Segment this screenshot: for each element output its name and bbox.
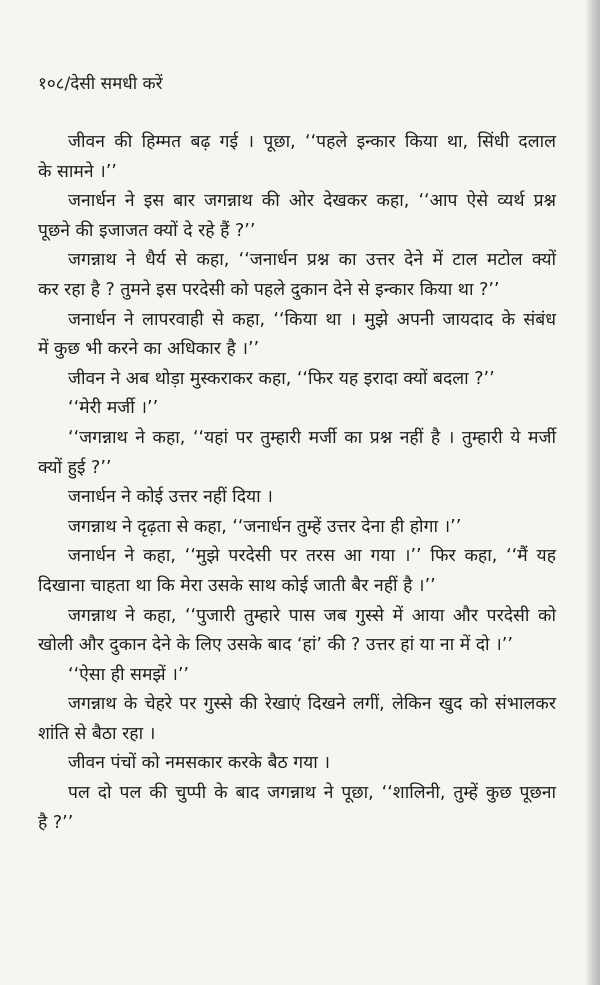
- paragraph: [38, 483, 556, 513]
- text-line: पूछने की इजाजत क्यों दे रहे हैं ?’’: [38, 220, 256, 241]
- text-line: जीवन ने अब थोड़ा मुस्कराकर कहा, ‘‘फिर यह इरादा क्यों बदला ?’’: [68, 368, 495, 389]
- text-line: ‘‘जगन्नाथ ने कहा, ‘‘यहां पर तुम्हारी मर्जी का प्रश्न नहीं है । तुम्हारी ये मर्जी: [68, 427, 556, 448]
- book-title: देसी समधी करें: [70, 74, 163, 94]
- text-line: के सामने ।’’: [38, 161, 117, 182]
- text-line: दिखाना चाहता था कि मेरा उसके साथ कोई जाती बैर नहीं है ।’’: [38, 575, 436, 596]
- text-line: कर रहा है ? तुमने इस परदेसी को पहले दुकान देने से इन्कार किया था ?’’: [38, 279, 500, 300]
- page-number: १०८: [38, 74, 65, 94]
- text-line: क्यों हुई ?’’: [38, 457, 112, 478]
- text-line: जनार्धन ने कोई उत्तर नहीं दिया ।: [68, 487, 273, 508]
- text-line: खोली और दुकान देने के लिए उसके बाद ‘हां’ की ? उत्तर हां या ना में दो ।’’: [38, 635, 513, 656]
- text-line: जगन्नाथ के चेहरे पर गुस्से की रेखाएं दिखने लगीं, लेकिन खुद को संभालकर: [68, 694, 556, 715]
- paragraph: [38, 394, 556, 424]
- paragraph: [38, 424, 556, 483]
- text-line: पल दो पल की चुप्पी के बाद जगन्नाथ ने पूछा, ‘‘शालिनी, तुम्हें कुछ पूछना: [68, 783, 556, 804]
- text-line: जनार्धन ने लापरवाही से कहा, ‘‘किया था । मुझे अपनी जायदाद के संबंध: [68, 309, 556, 330]
- text-line: जगन्नाथ ने दृढ़ता से कहा, ‘‘जनार्धन तुम्हें उत्तर देना ही होगा ।’’: [68, 516, 462, 537]
- text-line: जगन्नाथ ने धैर्य से कहा, ‘‘जनार्धन प्रश्न का उत्तर देने में टाल मटोल क्यों: [68, 250, 556, 271]
- paragraph: [38, 602, 556, 661]
- running-header: [38, 71, 163, 94]
- paragraph: [38, 365, 556, 395]
- text-line: जीवन पंचों को नमसकार करके बैठ गया ।: [68, 753, 330, 774]
- header-separator: /: [64, 74, 71, 94]
- paragraph: [38, 513, 556, 543]
- paragraph: [38, 246, 556, 305]
- page-body-text: [38, 128, 556, 838]
- text-line: शांति से बैठा रहा ।: [38, 723, 156, 744]
- paragraph: [38, 187, 556, 246]
- paragraph: [38, 306, 556, 365]
- paragraph: [38, 542, 556, 601]
- paragraph: [38, 779, 556, 838]
- text-line: जीवन की हिम्मत बढ़ गई । पूछा, ‘‘पहले इन्कार किया था, सिंधी दलाल: [68, 132, 556, 152]
- text-line: है ?’’: [38, 812, 74, 833]
- page-edge-shadow: [586, 0, 600, 985]
- text-line: जनार्धन ने इस बार जगन्नाथ की ओर देखकर कहा, ‘‘आप ऐसे व्यर्थ प्रश्न: [68, 191, 556, 212]
- paragraph: [38, 128, 556, 187]
- text-line: में कुछ भी करने का अधिकार है ।’’: [38, 339, 260, 360]
- paragraph: [38, 661, 556, 691]
- text-line: जनार्धन ने कहा, ‘‘मुझे परदेसी पर तरस आ गया ।’’ फिर कहा, ‘‘मैं यह: [68, 546, 556, 567]
- text-line: ‘‘मेरी मर्जी ।’’: [68, 398, 159, 419]
- paragraph: [38, 749, 556, 779]
- text-line: ‘‘ऐसा ही समझें ।’’: [68, 664, 189, 685]
- text-line: जगन्नाथ ने कहा, ‘‘पुजारी तुम्हारे पास जब गुस्से में आया और परदेसी को: [68, 605, 556, 626]
- paragraph: [38, 690, 556, 749]
